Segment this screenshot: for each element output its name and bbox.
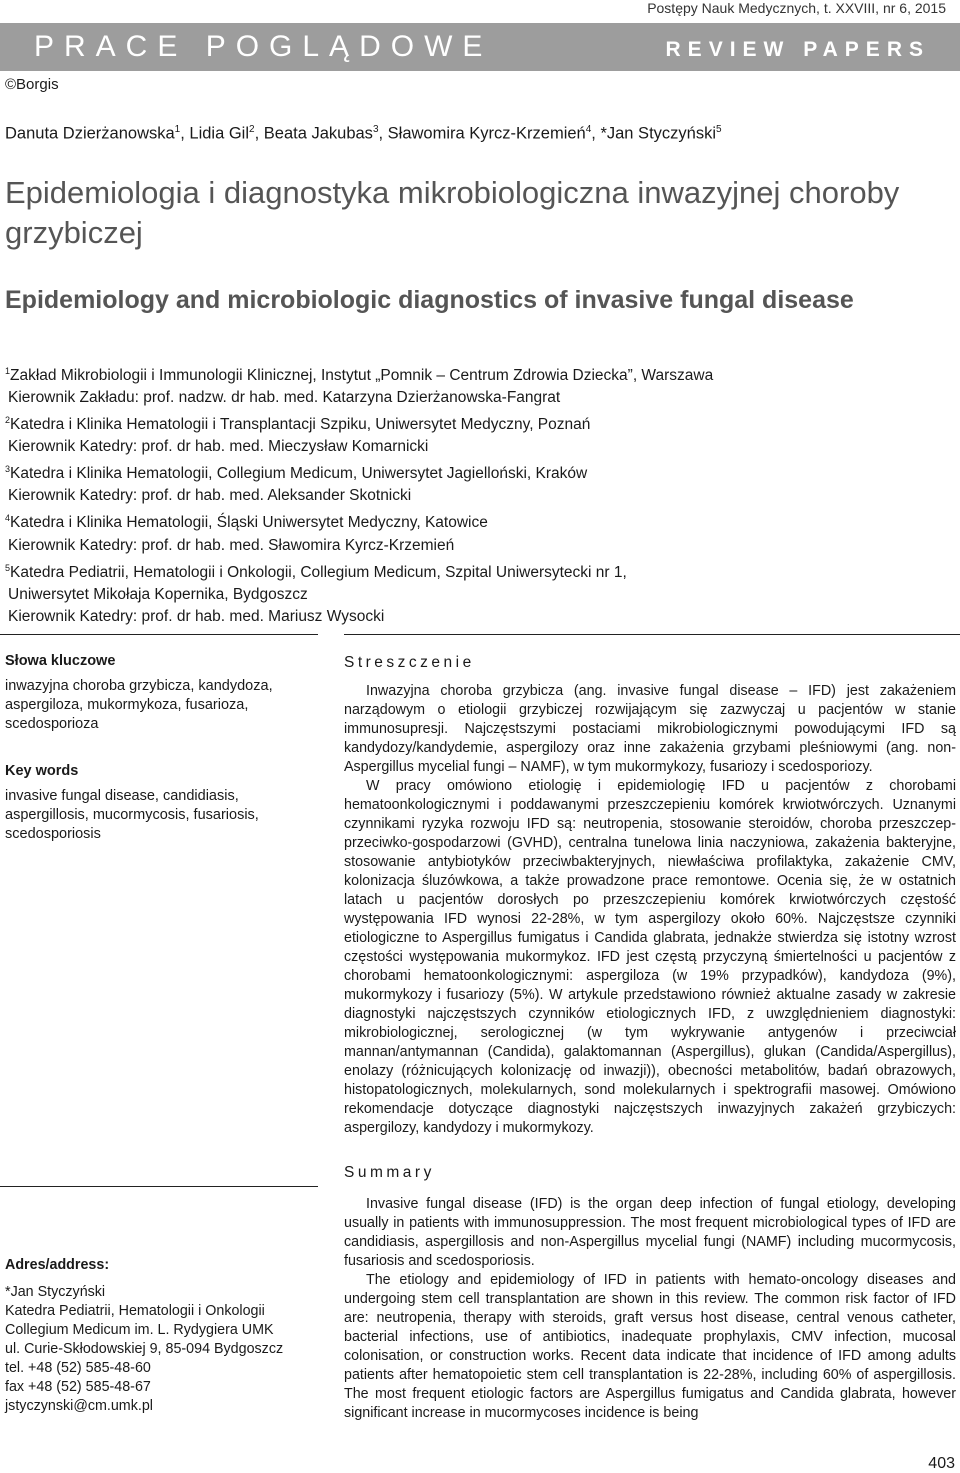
affiliation-item <box>5 557 945 584</box>
affiliation-text: Zakład Mikrobiologii i Immunologii Klinicznej, Instytut „Pomnik – Centrum Zdrowia Dziecka”, Warszawa <box>10 367 714 385</box>
author-name: Danuta Dzierżanowska <box>5 124 175 143</box>
keywords-text-pl: inwazyjna choroba grzybicza, kandydoza, aspergiloza, mukormykoza, fusarioza, scedosporioza <box>5 678 273 732</box>
summary-body <box>344 1195 956 1423</box>
affiliation-mark: 1 <box>5 366 11 376</box>
affiliations <box>5 360 945 628</box>
author-name: Beata Jakubas <box>263 124 373 143</box>
affiliation-item <box>5 507 945 534</box>
divider-address <box>0 1186 318 1187</box>
affiliation-item <box>5 458 945 485</box>
divider-abstract <box>344 634 960 635</box>
copyright-notice: ©Borgis <box>5 76 59 93</box>
keywords-heading-en: Key words <box>5 763 79 779</box>
keywords-heading-pl: Słowa kluczowe <box>5 653 116 669</box>
streszczenie-heading: Streszczenie <box>344 654 475 671</box>
author-name: Sławomira Kyrcz-Krzemień <box>387 124 586 143</box>
article-title-pl: Epidemiologia i diagnostyka mikrobiologiczna inwazyjnej choroby grzybiczej <box>5 175 900 250</box>
affiliation-head: Kierownik Katedry: prof. dr hab. med. Mariusz Wysocki <box>8 607 385 625</box>
correspondence-address <box>5 1256 325 1416</box>
journal-citation: Postępy Nauk Medycznych, t. XXVIII, nr 6, 2015 <box>647 0 946 16</box>
section-label-pl: PRACE POGLĄDOWE <box>34 30 493 63</box>
address-line: fax +48 (52) 585-48-67 <box>5 1379 151 1395</box>
page-number: 403 <box>928 1455 955 1472</box>
author-separator: , <box>180 124 190 143</box>
author-affiliation-mark: 5 <box>716 124 722 135</box>
affiliation-item <box>5 360 945 387</box>
affiliation-head: Kierownik Zakładu: prof. nadzw. dr hab. med. Katarzyna Dzierżanowska-Fangrat <box>8 389 561 407</box>
affiliation-text: Katedra i Klinika Hematologii i Transplantacji Szpiku, Uniwersytet Medyczny, Poznań <box>10 416 591 434</box>
address-line: Collegium Medicum im. L. Rydygiera UMK <box>5 1322 274 1338</box>
author-affiliation-mark: 1 <box>174 124 181 135</box>
affiliation-text: Katedra i Klinika Hematologii, Collegium Medicum, Uniwersytet Jagielloński, Kraków <box>10 465 588 483</box>
address-line: ul. Curie-Skłodowskiej 9, 85-094 Bydgoszcz <box>5 1341 284 1357</box>
summary-paragraph: Invasive fungal disease (IFD) is the organ deep infection of fungal etiology, developing usually in patients with immunosuppression. The most frequent microbiological types of IFD are candidiasis, aspergillosis and non-Aspergillus mycelial fungi (NAMF) including mucormycosis, fusariosis and scedosporiosis. <box>344 1196 956 1269</box>
author-affiliation-mark: 4 <box>585 124 592 135</box>
keywords-block <box>5 652 315 844</box>
author-list <box>5 124 722 144</box>
affiliation-mark: 3 <box>5 464 11 475</box>
affiliation-mark: 5 <box>5 562 11 573</box>
section-label-en: REVIEW PAPERS <box>665 38 930 61</box>
article-title-en: Epidemiology and microbiologic diagnostics of invasive fungal disease <box>5 286 854 314</box>
keywords-text-en: invasive fungal disease, candidiasis, aspergillosis, mucormycosis, fusariosis, scedosporiosis <box>5 788 259 842</box>
streszczenie-paragraph: W pracy omówiono etiologię i epidemiologię IFD u pacjentów z chorobami hematoonkologicznymi i poddawanymi przeszczepieniu komórek krwiotwórczych. Uznanymi czynnikami ryzyka rozwoju IFD są: neutropenia, stosowanie steroidów, choroba przeszczep-przeciwko-gospodarzowi (GVHD), centralna tunelowa linia naczyniowa, zakażenia bakteryjne, stosowanie antybiotyków przeciwbakteryjnych, niewłaściwa profilaktyka, zakażenie CMV, kolonizacja śluzówkowa, a także prowadzone prace remontowe. Ocenia się, że w ostatnich latach u pacjentów dorosłych po przeszczepieniu komórek krwiotwórczych częstość występowania IFD wynosi 22-28%, w tym aspergilozy około 60%. Najczęstsze czynniki etiologiczne to Aspergillus fumigatus i Candida glabrata, jednakże stwierdza się istotny wzrost częstości występowania mukormykoz. IFD jest częstą przyczyną śmiertelności u pacjentów z chorobami hematoonkologicznymi: aspergiloza (w 19% przypadków), kandydoza (9%), mukormykozy i fusariozy (5%). W artykule przedstawiono również aktualne zasady w zakresie diagnostyki najczęstszych czynników etiologicznych IFD, z uwzględnieniem diagnostyki: mikrobiologicznej, serologicznej (w tym wykrywanie antygenów i przeciwciał mannan/antymannan (Candida), galaktomannan (Aspergillus), glukan (Candida/Aspergillus), enolazy (różnicujących kolonizację od inwazji)), obecności metabolitów, badań obrazowych, histopatologicznych, molekularnych, sond molekularnych i spektrografii masowej. Omówiono rekomendacje dotyczące diagnostyki najczęstszych inwazyjnych zakażeń grzybiczych: aspergilozy, kandydozy i mukormykozy. <box>344 778 956 1136</box>
affiliation-mark: 2 <box>5 415 11 426</box>
streszczenie-paragraph: Inwazyjna choroba grzybicza (ang. invasive fungal disease – IFD) jest zakażeniem narządowym o etiologii grzybiczej rozwijającym się zazwyczaj u pacjentów w stanie immunosupresji. Najczęstszymi postaciami mikrobiologicznymi powodującymi IFD są kandydozy/kandydemie, aspergilozy oraz inne zakażenia grzybami pleśniowymi (ang. non-Aspergillus mycelial fungi – NAMF), w tym mukormykozy, fusariozy i scedosporiozy. <box>344 683 956 775</box>
address-email[interactable]: jstyczynski@cm.umk.pl <box>5 1398 153 1414</box>
affiliation-head: Kierownik Katedry: prof. dr hab. med. Mieczysław Komarnicki <box>8 438 429 456</box>
address-line: tel. +48 (52) 585-48-60 <box>5 1360 151 1376</box>
address-heading: Adres/address: <box>5 1257 110 1273</box>
author-affiliation-mark: 3 <box>372 124 379 135</box>
summary-paragraph: The etiology and epidemiology of IFD in patients with hemato-oncology diseases and undergoing stem cell transplantation are shown in this review. The common risk factor of IFD are: neutropenia, therapy with steroids, graft versus host disease, central venous catheter, bacterial infections, use of antibiotics, inadequate prophylaxis, CMV infection, mucosal colonisation, or construction works. Recent data indicate that incidence of IFD among adults patients after hematopoietic stem cell transplantation is 22-28%, including 60% of aspergillosis. The most frequent etiologic factors are Aspergillus fumigatus and Candida glabrata, however significant increase in mucormycoses incidence is being <box>344 1272 956 1421</box>
affiliation-mark: 4 <box>5 513 11 524</box>
divider-keywords <box>0 634 318 635</box>
affiliation-head: Kierownik Katedry: prof. dr hab. med. Aleksander Skotnicki <box>8 487 412 505</box>
affiliation-text: Katedra i Klinika Hematologii, Śląski Uniwersytet Medyczny, Katowice <box>10 514 488 532</box>
streszczenie-body <box>344 682 956 1138</box>
affiliation-text: Katedra Pediatrii, Hematologii i Onkologii, Collegium Medicum, Szpital Uniwersytecki nr 1, <box>10 563 627 581</box>
summary-heading: Summary <box>344 1164 435 1181</box>
author-separator: , <box>378 124 388 143</box>
affiliation-text-continued: Uniwersytet Mikołaja Kopernika, Bydgoszcz <box>8 585 308 603</box>
author-separator: , <box>591 124 601 143</box>
author-separator: , <box>254 124 264 143</box>
author-affiliation-mark: 2 <box>249 124 255 135</box>
section-banner <box>0 23 960 71</box>
affiliation-item <box>5 409 945 436</box>
affiliation-head: Kierownik Katedry: prof. dr hab. med. Sławomira Kyrcz-Krzemień <box>8 536 455 554</box>
author-name: Lidia Gil <box>189 124 250 143</box>
address-line: Katedra Pediatrii, Hematologii i Onkologii <box>5 1303 265 1319</box>
author-name: *Jan Styczyński <box>600 124 716 143</box>
address-line: *Jan Styczyński <box>5 1284 106 1300</box>
